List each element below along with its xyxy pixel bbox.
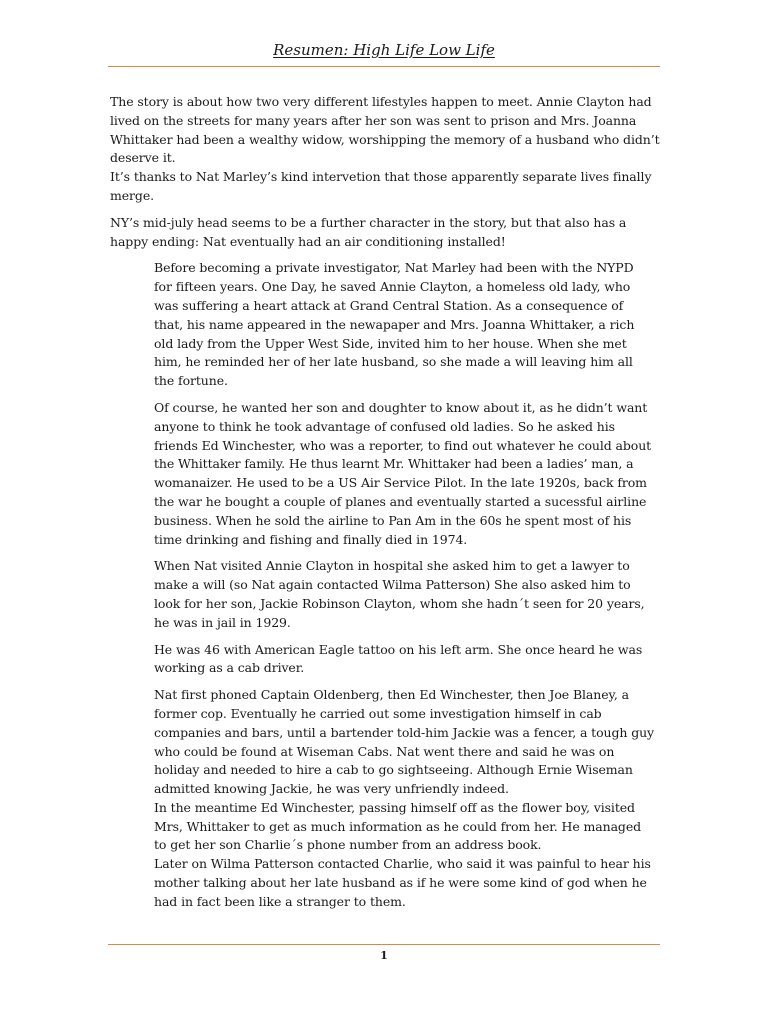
summary-paragraph-4: He was 46 with American Eagle tattoo on his left arm. She once heard he was working as a cab driver. xyxy=(154,641,643,676)
intro-sentence-1: The story is about how two very different lifestyles happen to meet. Annie Clayton had lived on the streets for many years after her son was sent to prison and Mrs. Joanna Whittaker had been a wealthy widow, worshipping the memory of a husband who didn’t deserve it. xyxy=(110,94,660,166)
summary-sentence-charlie: Later on Wilma Patterson contacted Charlie, who said it was painful to hear his mother talking about her late husband as if he were some kind of god when he had in fact been like a stranger to them. xyxy=(154,856,651,909)
page-number: 1 xyxy=(380,949,388,962)
summary-paragraph-3: When Nat visited Annie Clayton in hospital she asked him to get a lawyer to make a will (so Nat again contacted Wilma Patterson) She also asked him to look for her son, Jackie Robinson Clayton, whom she hadn´t seen for 20 years, he was in jail in 1929. xyxy=(154,558,645,630)
intro-sentence-2: It’s thanks to Nat Marley’s kind intervetion that those apparently separate lives finally merge. xyxy=(110,169,652,203)
summary-paragraph-2: Of course, he wanted her son and doughter to know about it, as he didn’t want anyone to think he took advantage of confused old ladies. So he asked his friends Ed Winchester, who was a reporter, to find out whatever he could about the Whittaker family. He thus learnt Mr. Whittaker had been a ladies’ man, a womanaizer. He used to be a US Air Service Pilot. In the late 1920s, back from the war he bought a couple of planes and eventually started a sucessful airline business. When he sold the airline to Pan Am in the 60s he spent most of his time drinking and fishing and finally died in 1974. xyxy=(154,399,652,547)
summary-sentence-flower-boy: In the meantime Ed Winchester, passing himself off as the flower boy, visited Mrs, Whittaker to get as much information as he could from her. He managed to get her son Charlie´s phone number from an address book. xyxy=(154,799,642,853)
footer-divider xyxy=(108,944,660,945)
document-body xyxy=(110,93,666,920)
summary-paragraph-1: Before becoming a private investigator, Nat Marley had been with the NYPD for fifteen years. One Day, he saved Annie Clayton, a homeless old lady, who was suffering a heart attack at Grand Central Station. As a consequence of that, his name appeared in the newapaper and Mrs. Joanna Whittaker, a rich old lady from the Upper West Side, invited him to her house. When she met him, he reminded her of her late husband, so she made a will leaving him all the fortune. xyxy=(154,260,635,389)
intro-paragraph xyxy=(110,93,666,206)
intro-paragraph-heat: NY’s mid-july head seems to be a further character in the story, but that also has a happy ending: Nat eventually had an air conditioning installed! xyxy=(110,214,627,249)
summary-section xyxy=(154,259,654,911)
header-divider xyxy=(108,66,660,67)
document-title: Resumen: High Life Low Life xyxy=(273,41,495,59)
summary-paragraph-5 xyxy=(154,686,654,912)
summary-sentence-investigation: Nat first phoned Captain Oldenberg, then Ed Winchester, then Joe Blaney, a former cop. Eventually he carried out some investigation himself in cab companies and bars, until a bartender told-him Jackie was a fencer, a tough guy who could be found at Wiseman Cabs. Nat went there and said he was on holiday and needed to hire a cab to go sightseeing. Although Ernie Wiseman admitted knowing Jackie, he was very unfriendly indeed. xyxy=(154,687,655,797)
